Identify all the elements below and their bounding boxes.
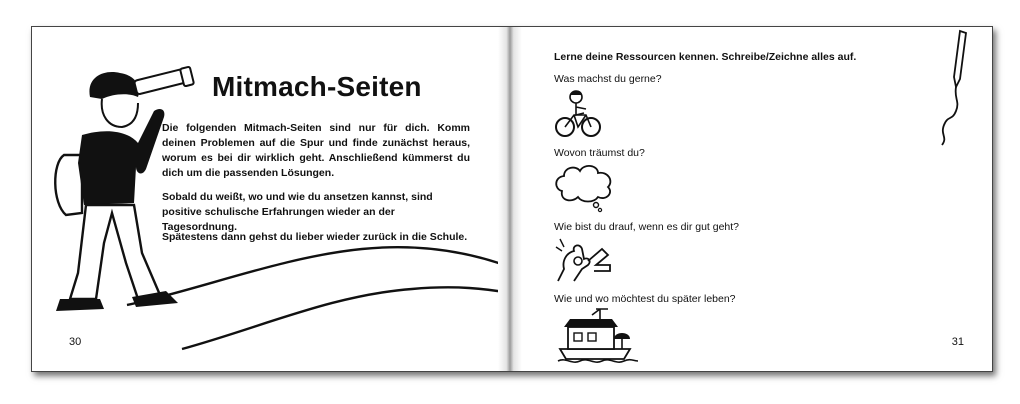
question-future-living: Wie und wo möchtest du später leben? bbox=[554, 293, 736, 305]
second-paragraph: Sobald du weißt, wo und wie du ansetzen kannst, sind positive schulische Erfahrungen wieder an der Tagesordnung. bbox=[162, 191, 433, 233]
left-page bbox=[32, 27, 510, 371]
intro-paragraph: Die folgenden Mitmach-Seiten sind nur für dich. Komm deinen Problemen auf die Spur und finde zunächst heraus, worum es bei dir wirklich geht. Anschließend kümmerst du dich um die passenden Lösungen. bbox=[162, 122, 470, 179]
houseboat-icon bbox=[552, 305, 638, 371]
third-paragraph: Spätestens dann gehst du lieber wieder zurück in die Schule. bbox=[162, 231, 468, 243]
right-page bbox=[510, 27, 992, 371]
question-mood: Wie bist du drauf, wenn es dir gut geht? bbox=[554, 221, 740, 233]
page-number-right: 31 bbox=[951, 336, 964, 348]
question-dreams: Wovon träumst du? bbox=[554, 147, 645, 159]
question-hobbies: Was machst du gerne? bbox=[554, 73, 662, 85]
ok-hand-gesture-icon bbox=[554, 235, 616, 285]
resources-heading: Lerne deine Ressourcen kennen. Schreibe/Zeichne alles auf. bbox=[554, 51, 857, 63]
pencil-doodle-icon bbox=[930, 29, 980, 149]
thought-cloud-icon bbox=[552, 161, 616, 213]
page-number-left: 30 bbox=[69, 336, 82, 348]
page-title: Mitmach-Seiten bbox=[212, 71, 422, 102]
cyclist-icon bbox=[554, 87, 602, 139]
open-book-spread bbox=[31, 26, 993, 372]
